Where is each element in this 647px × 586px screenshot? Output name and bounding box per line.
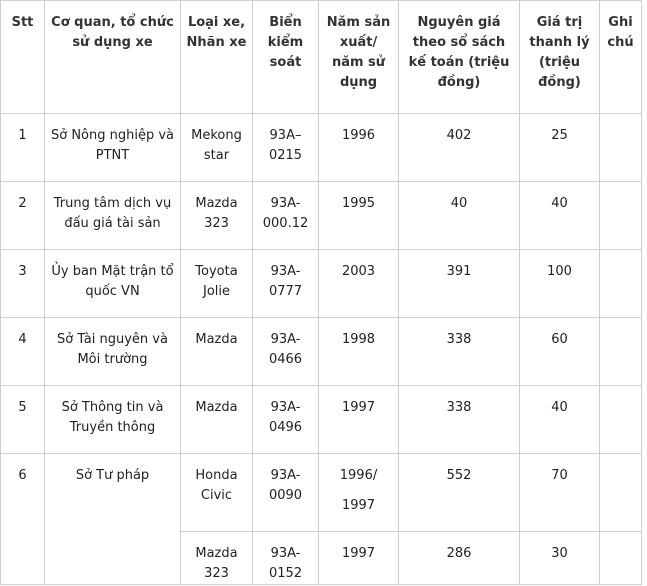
cell-vehicle: Mazda bbox=[181, 318, 253, 386]
cell-vehicle: Honda Civic bbox=[181, 454, 253, 532]
table-row bbox=[1, 250, 642, 318]
cell-liquidation: 40 bbox=[520, 182, 600, 250]
cell-stt: 4 bbox=[1, 318, 45, 386]
cell-cost: 338 bbox=[399, 318, 520, 386]
cell-year bbox=[319, 454, 399, 532]
cell-agency: Ủy ban Mặt trận tổ quốc VN bbox=[45, 250, 181, 318]
cell-plate: 93A-0090 bbox=[253, 454, 319, 532]
cell-plate: 93A-0152 bbox=[253, 532, 319, 585]
cell-year: 1998 bbox=[319, 318, 399, 386]
cell-cost: 552 bbox=[399, 454, 520, 532]
cell-year: 1996 bbox=[319, 114, 399, 182]
cell-cost: 391 bbox=[399, 250, 520, 318]
cell-plate: 93A-0496 bbox=[253, 386, 319, 454]
cell-agency: Sở Tư pháp bbox=[45, 454, 181, 585]
header-stt: Stt bbox=[1, 1, 45, 114]
cell-liquidation: 60 bbox=[520, 318, 600, 386]
cell-liquidation: 30 bbox=[520, 532, 600, 585]
header-note: Ghi chú bbox=[600, 1, 642, 114]
cell-stt: 6 bbox=[1, 454, 45, 585]
cell-vehicle: Mekong star bbox=[181, 114, 253, 182]
table-header-row bbox=[1, 1, 642, 114]
cell-note bbox=[600, 386, 642, 454]
header-vehicle: Loại xe, Nhãn xe bbox=[181, 1, 253, 114]
cell-cost: 402 bbox=[399, 114, 520, 182]
table-row bbox=[1, 114, 642, 182]
cell-stt: 5 bbox=[1, 386, 45, 454]
cell-cost: 338 bbox=[399, 386, 520, 454]
cell-agency: Sở Tài nguyên và Môi trường bbox=[45, 318, 181, 386]
cell-liquidation: 70 bbox=[520, 454, 600, 532]
table-row bbox=[1, 386, 642, 454]
cell-note bbox=[600, 114, 642, 182]
cell-year: 1997 bbox=[319, 532, 399, 585]
cell-stt: 2 bbox=[1, 182, 45, 250]
cell-cost: 286 bbox=[399, 532, 520, 585]
cell-agency: Trung tâm dịch vụ đấu giá tài sản bbox=[45, 182, 181, 250]
cell-vehicle: Mazda bbox=[181, 386, 253, 454]
header-year: Năm sản xuất/ năm sử dụng bbox=[319, 1, 399, 114]
cell-note bbox=[600, 250, 642, 318]
cell-cost: 40 bbox=[399, 182, 520, 250]
cell-plate: 93A-0466 bbox=[253, 318, 319, 386]
cell-vehicle: Toyota Jolie bbox=[181, 250, 253, 318]
cell-liquidation: 25 bbox=[520, 114, 600, 182]
cell-agency: Sở Nông nghiệp và PTNT bbox=[45, 114, 181, 182]
cell-note bbox=[600, 532, 642, 585]
cell-stt: 1 bbox=[1, 114, 45, 182]
header-plate: Biển kiểm soát bbox=[253, 1, 319, 114]
cell-year-line: 1996/ bbox=[339, 468, 378, 483]
cell-stt: 3 bbox=[1, 250, 45, 318]
header-liquidation: Giá trị thanh lý (triệu đồng) bbox=[520, 1, 600, 114]
cell-note bbox=[600, 454, 642, 532]
cell-year-line: 1997 bbox=[341, 498, 376, 513]
cell-liquidation: 40 bbox=[520, 386, 600, 454]
cell-plate: 93A-0777 bbox=[253, 250, 319, 318]
cell-agency: Sở Thông tin và Truyền thông bbox=[45, 386, 181, 454]
cell-liquidation: 100 bbox=[520, 250, 600, 318]
table-row bbox=[1, 182, 642, 250]
cell-year: 1995 bbox=[319, 182, 399, 250]
cell-plate: 93A-000.12 bbox=[253, 182, 319, 250]
header-cost: Nguyên giá theo sổ sách kế toán (triệu đồng) bbox=[399, 1, 520, 114]
cell-note bbox=[600, 318, 642, 386]
cell-note bbox=[600, 182, 642, 250]
table-row bbox=[1, 454, 642, 532]
header-agency: Cơ quan, tổ chức sử dụng xe bbox=[45, 1, 181, 114]
cell-plate: 93A–0215 bbox=[253, 114, 319, 182]
cell-year: 2003 bbox=[319, 250, 399, 318]
cell-year: 1997 bbox=[319, 386, 399, 454]
cell-vehicle: Mazda 323 bbox=[181, 182, 253, 250]
table-row bbox=[1, 318, 642, 386]
cell-vehicle: Mazda 323 bbox=[181, 532, 253, 585]
